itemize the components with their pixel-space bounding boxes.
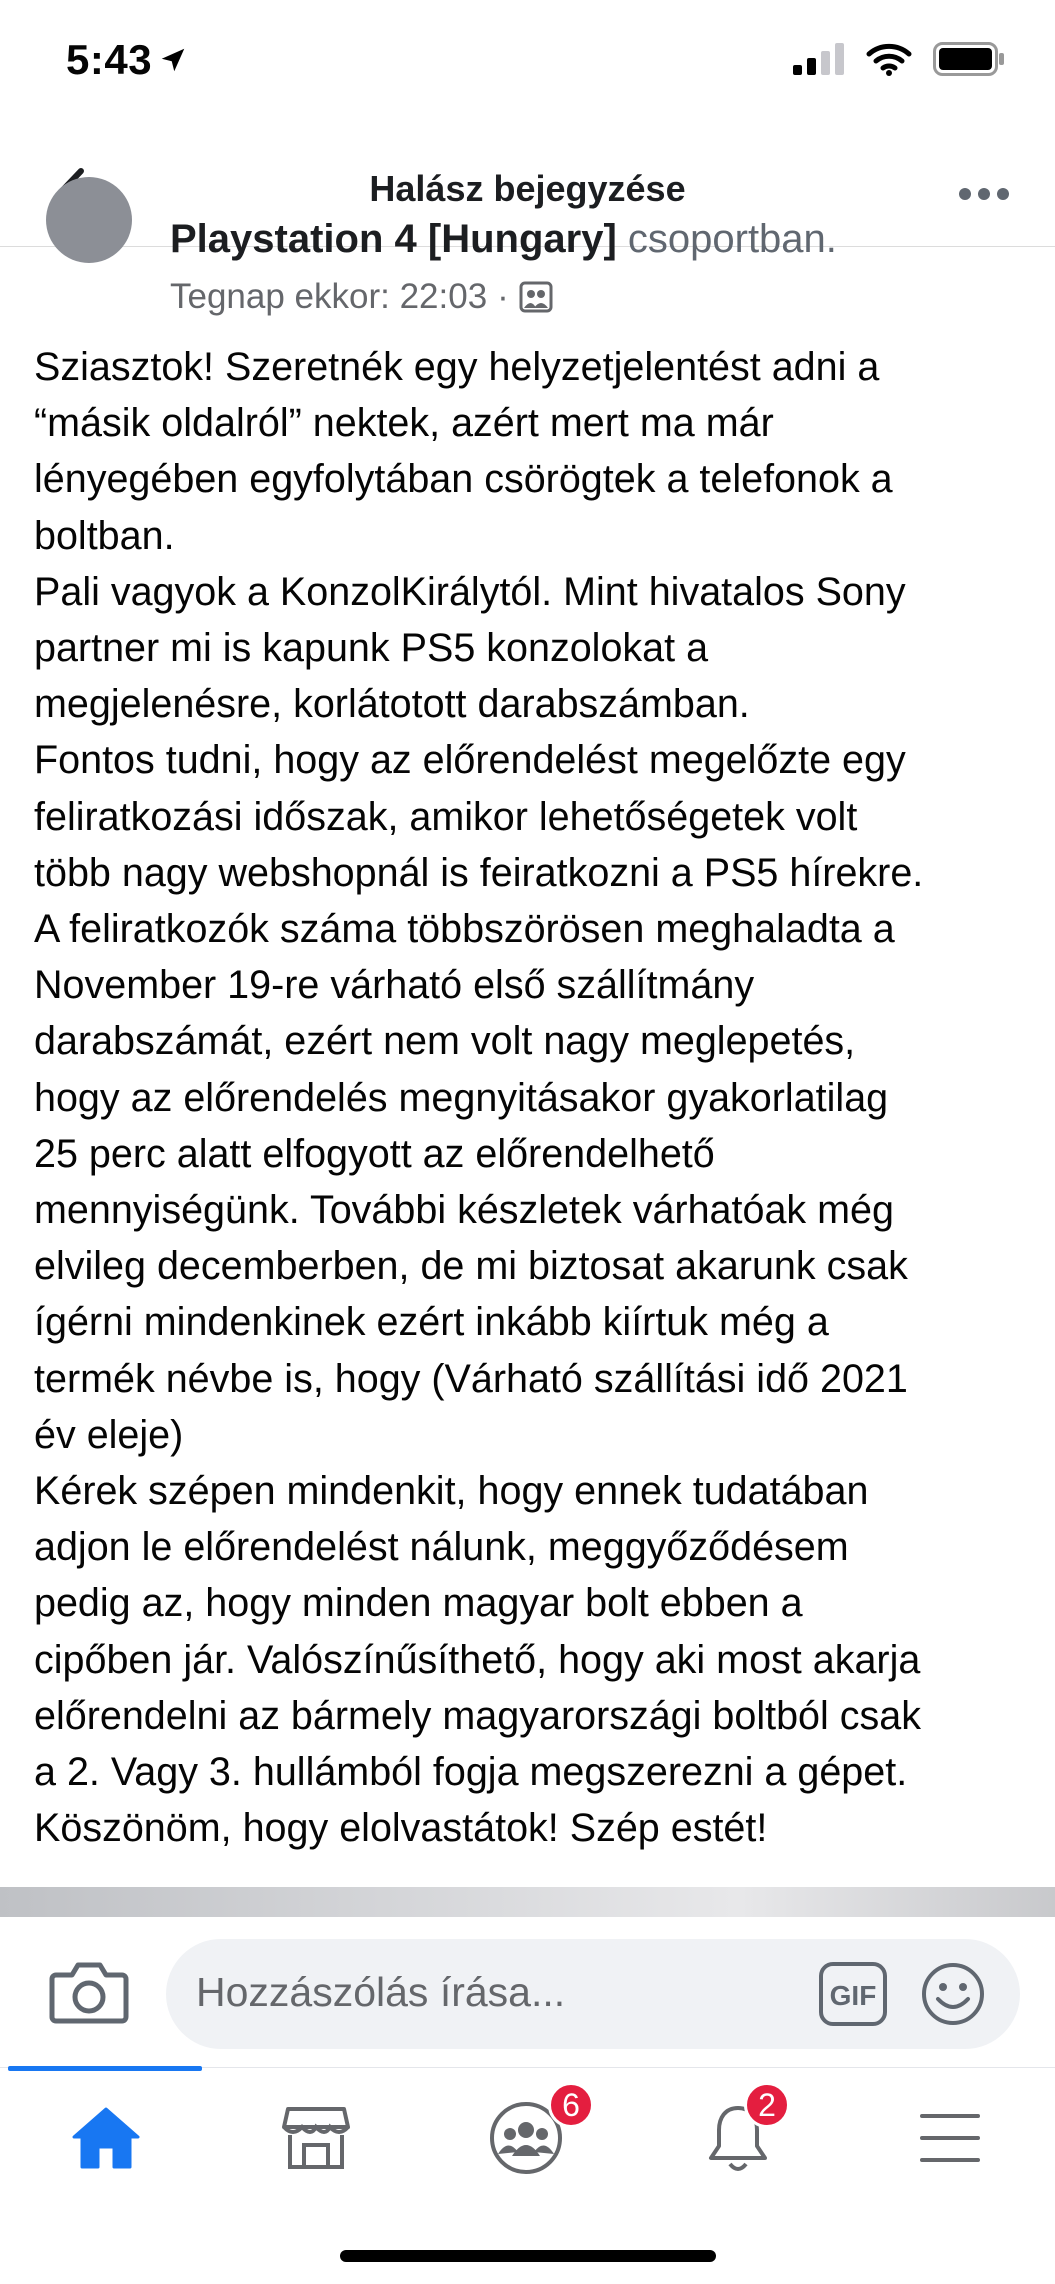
- group-audience-icon: [519, 281, 553, 313]
- more-dots-icon: [958, 187, 1010, 201]
- group-suffix: csoportban.: [616, 217, 837, 261]
- groups-badge: 6: [548, 2082, 594, 2128]
- status-time-label: 5:43: [66, 36, 153, 83]
- camera-button[interactable]: [48, 1957, 130, 2027]
- status-time: [66, 36, 188, 84]
- tab-marketplace[interactable]: [256, 2088, 376, 2188]
- active-tab-indicator: [8, 2066, 202, 2071]
- meta-separator: ·: [497, 277, 509, 316]
- bottom-tab-bar: [0, 2067, 1055, 2208]
- gif-label: GIF: [829, 1980, 877, 2011]
- battery-icon: [933, 42, 1005, 76]
- wifi-icon: [867, 42, 911, 76]
- smiley-icon: [920, 1961, 986, 2027]
- post-group-line[interactable]: [170, 217, 837, 262]
- status-bar: [0, 0, 1055, 130]
- comment-input-placeholder[interactable]: Hozzászólás írása...: [196, 1969, 566, 2015]
- author-avatar[interactable]: [46, 177, 132, 263]
- status-indicators: [793, 42, 1005, 76]
- post-image-preview[interactable]: [0, 1887, 1055, 1917]
- post-timestamp[interactable]: Tegnap ekkor: 22:03: [170, 277, 488, 316]
- hamburger-menu-icon: [918, 2110, 982, 2166]
- tab-home[interactable]: [46, 2088, 166, 2188]
- cellular-signal-icon: [793, 43, 845, 75]
- gif-icon: [818, 1961, 888, 2027]
- tab-notifications[interactable]: [678, 2088, 798, 2188]
- group-name[interactable]: Playstation 4 [Hungary]: [170, 217, 617, 261]
- home-icon: [70, 2105, 142, 2171]
- post-meta: [170, 277, 553, 317]
- notifications-badge: 2: [744, 2082, 790, 2128]
- emoji-button[interactable]: [920, 1961, 986, 2027]
- post-content: [0, 217, 1055, 1887]
- gif-button[interactable]: [818, 1961, 888, 2027]
- header-title: Halász bejegyzése: [369, 168, 686, 209]
- location-arrow-icon: [158, 45, 188, 75]
- marketplace-icon: [280, 2105, 352, 2171]
- more-options-button[interactable]: [949, 164, 1019, 224]
- tab-menu[interactable]: [890, 2088, 1010, 2188]
- post-body-text: Sziasztok! Szeretnék egy helyzetjelentést adni a “másik oldalról” nektek, azért mert ma már lényegében egyfolytában csörögtek a telefonok a boltban. Pali vagyok a KonzolKirálytól. Mint hivatalos Sony partner mi is kapunk PS5 konzolokat a megjelenésre, korlátotott darabszámban. Fontos tudni, hogy az előrendelést megelőzte egy feliratkozási időszak, amikor lehetőségetek volt több nagy webshopnál is feiratkozni a PS5 hírekre. A feliratkozók száma többszörösen meghaladta a November 19-re várható első szállítmány darabszámát, ezért nem volt nagy meglepetés, hogy az előrendelés megnyitásakor gyakorlatilag 25 perc alatt elfogyott az előrendelhető mennyiségünk. További készletek várhatóak még elvileg decemberben, de mi biztosat akarunk csak ígérni mindenkinek ezért inkább kiírtuk még a termék névbe is, hogy (Várható szállítási idő 2021 év eleje) Kérek szépen mindenkit, hogy ennek tudatában adjon le előrendelést nálunk, meggyőződésem pedig az, hogy minden magyar bolt ebben a cipőben jár. Valószínűsíthető, hogy aki most akarja előrendelni az bármely magyarországi boltból csak a 2. Vagy 3. hullámból fogja megszerezni a gépet. Köszönöm, hogy elolvastátok! Szép estét!: [34, 345, 924, 1851]
- home-indicator[interactable]: [340, 2250, 716, 2262]
- comment-bar: [0, 1917, 1055, 2067]
- camera-icon: [48, 1957, 130, 2027]
- tab-groups[interactable]: [466, 2088, 586, 2188]
